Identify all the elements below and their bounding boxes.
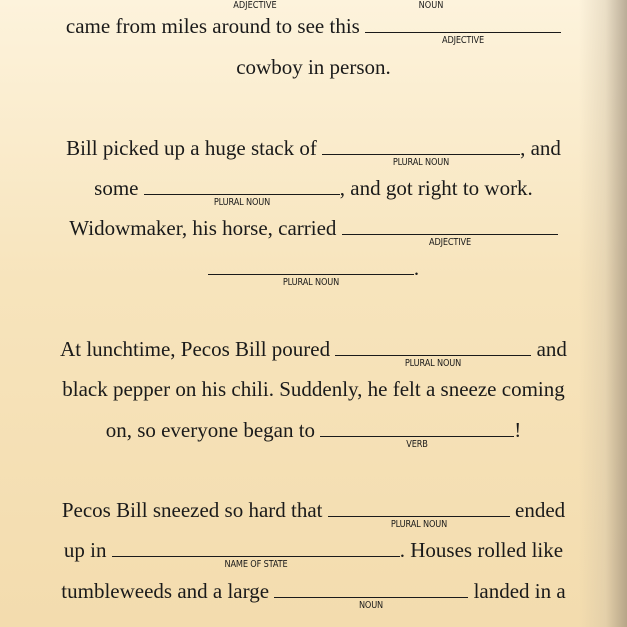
blank-verb-1[interactable]: VERB xyxy=(320,418,514,437)
story-line-2: cowboy in person. xyxy=(236,55,391,79)
story-line-1: came from miles around to see this ADJECTIVE xyxy=(0,14,627,38)
blank-plural-noun-3[interactable]: PLURAL NOUN xyxy=(208,256,414,275)
blank-plural-noun-4[interactable]: PLURAL NOUN xyxy=(335,337,531,356)
blank-noun-1[interactable]: NOUN xyxy=(274,579,468,598)
story-line-3: Bill picked up a huge stack of PLURAL NOUN , and xyxy=(66,136,561,168)
story-line-4: some PLURAL NOUN , and got right to work. xyxy=(94,176,533,208)
blank-plural-noun-1[interactable]: PLURAL NOUN xyxy=(322,136,520,155)
blank-name-of-state-1[interactable]: NAME OF STATE xyxy=(112,538,400,557)
story-line-8: black pepper on his chili. Suddenly, he felt a sneeze coming xyxy=(62,377,565,401)
blank-plural-noun-5[interactable]: PLURAL NOUN xyxy=(328,498,510,517)
blank-plural-noun-2[interactable]: PLURAL NOUN xyxy=(144,176,340,195)
story-line-11: up in NAME OF STATE . Houses rolled like xyxy=(63,538,564,570)
story-line-9: on, so everyone began to VERB ! xyxy=(105,418,522,450)
story-line-10: Pecos Bill sneezed so hard that PLURAL NOUN ended xyxy=(61,498,566,530)
story-line-6: PLURAL NOUN . xyxy=(0,256,627,280)
story-line-12: tumbleweeds and a large NOUN landed in a xyxy=(61,579,566,611)
story-line-5: Widowmaker, his horse, carried ADJECTIVE xyxy=(0,216,627,240)
blank-adjective-1[interactable]: ADJECTIVE xyxy=(365,14,561,33)
blank-label-adjective-top: ADJECTIVE xyxy=(233,0,277,11)
blank-adjective-2[interactable]: ADJECTIVE xyxy=(342,216,558,235)
blank-label-noun-top: NOUN xyxy=(418,0,444,11)
story-line-7: At lunchtime, Pecos Bill poured PLURAL NOUN and xyxy=(60,337,567,369)
